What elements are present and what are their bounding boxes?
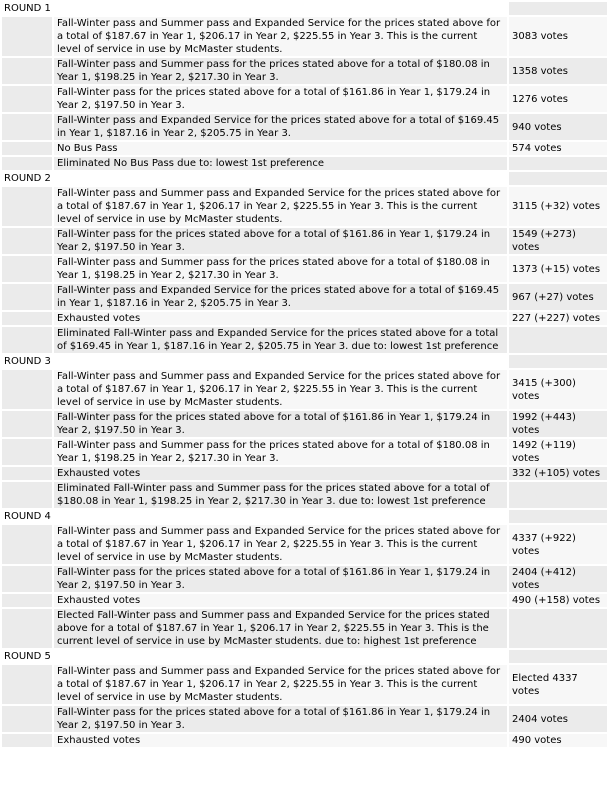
round-label: ROUND 3 xyxy=(2,355,507,368)
vote-count xyxy=(509,157,607,170)
vote-count: 1358 votes xyxy=(509,58,607,84)
option-row xyxy=(2,706,607,732)
indent-cell xyxy=(2,228,52,254)
round-outcome-row xyxy=(2,609,607,648)
round-label: ROUND 2 xyxy=(2,172,507,185)
vote-count: 3415 (+300) votes xyxy=(509,370,607,409)
option-description: Exhausted votes xyxy=(54,467,507,480)
vote-count: 3083 votes xyxy=(509,17,607,56)
vote-count: 490 votes xyxy=(509,734,607,747)
indent-cell xyxy=(2,256,52,282)
indent-cell xyxy=(2,114,52,140)
option-description: Fall-Winter pass and Summer pass for the prices stated above for a total of $180.08 in Year 1, $198.25 in Year 2, $217.30 in Year 3. xyxy=(54,439,507,465)
option-description: Fall-Winter pass and Summer pass and Expanded Service for the prices stated above for a total of $187.67 in Year 1, $206.17 in Year 2, $225.55 in Year 3. This is the current level of service in use by McMaster students. xyxy=(54,665,507,704)
option-description: Fall-Winter pass for the prices stated above for a total of $161.86 in Year 1, $179.24 in Year 2, $197.50 in Year 3. xyxy=(54,228,507,254)
round-header xyxy=(2,355,607,368)
indent-cell xyxy=(2,439,52,465)
indent-cell xyxy=(2,411,52,437)
round-outcome-text: Eliminated Fall-Winter pass and Summer pass for the prices stated above for a total of $180.08 in Year 1, $198.25 in Year 2, $217.30 in Year 3. due to: lowest 1st preference xyxy=(54,482,507,508)
vote-count: 940 votes xyxy=(509,114,607,140)
round-label: ROUND 5 xyxy=(2,650,507,663)
option-description: Fall-Winter pass and Expanded Service for the prices stated above for a total of $169.45 in Year 1, $187.16 in Year 2, $205.75 in Year 3. xyxy=(54,284,507,310)
indent-cell xyxy=(2,706,52,732)
vote-count: 1276 votes xyxy=(509,86,607,112)
option-row xyxy=(2,566,607,592)
vote-count xyxy=(509,609,607,648)
option-row xyxy=(2,594,607,607)
option-description: Fall-Winter pass and Summer pass for the prices stated above for a total of $180.08 in Year 1, $198.25 in Year 2, $217.30 in Year 3. xyxy=(54,58,507,84)
option-row xyxy=(2,370,607,409)
round-outcome-text: Elected Fall-Winter pass and Summer pass and Expanded Service for the prices stated above for a total of $187.67 in Year 1, $206.17 in Year 2, $225.55 in Year 3. This is the current level of service in use by McMaster students. due to: highest 1st preference xyxy=(54,609,507,648)
vote-count: 4337 (+922) votes xyxy=(509,525,607,564)
option-row xyxy=(2,86,607,112)
round-header-spacer xyxy=(509,355,607,368)
indent-cell xyxy=(2,370,52,409)
option-description: Fall-Winter pass for the prices stated above for a total of $161.86 in Year 1, $179.24 in Year 2, $197.50 in Year 3. xyxy=(54,411,507,437)
option-row xyxy=(2,114,607,140)
option-description: Exhausted votes xyxy=(54,312,507,325)
vote-count: 332 (+105) votes xyxy=(509,467,607,480)
indent-cell xyxy=(2,58,52,84)
round-header-spacer xyxy=(509,650,607,663)
option-row xyxy=(2,467,607,480)
vote-count: 3115 (+32) votes xyxy=(509,187,607,226)
round-outcome-text: Eliminated No Bus Pass due to: lowest 1st preference xyxy=(54,157,507,170)
indent-cell xyxy=(2,467,52,480)
round-header xyxy=(2,172,607,185)
vote-count: 1992 (+443) votes xyxy=(509,411,607,437)
option-row xyxy=(2,439,607,465)
round-header xyxy=(2,2,607,15)
option-row xyxy=(2,525,607,564)
option-description: Fall-Winter pass and Summer pass and Expanded Service for the prices stated above for a total of $187.67 in Year 1, $206.17 in Year 2, $225.55 in Year 3. This is the current level of service in use by McMaster students. xyxy=(54,17,507,56)
round-header-spacer xyxy=(509,172,607,185)
indent-cell xyxy=(2,17,52,56)
option-row xyxy=(2,734,607,747)
option-description: Fall-Winter pass and Summer pass and Expanded Service for the prices stated above for a total of $187.67 in Year 1, $206.17 in Year 2, $225.55 in Year 3. This is the current level of service in use by McMaster students. xyxy=(54,370,507,409)
vote-count: 967 (+27) votes xyxy=(509,284,607,310)
indent-cell xyxy=(2,609,52,648)
indent-cell xyxy=(2,327,52,353)
option-row xyxy=(2,228,607,254)
vote-count: 227 (+227) votes xyxy=(509,312,607,325)
indent-cell xyxy=(2,157,52,170)
option-row xyxy=(2,58,607,84)
indent-cell xyxy=(2,734,52,747)
option-row xyxy=(2,312,607,325)
round-label: ROUND 4 xyxy=(2,510,507,523)
round-outcome-row xyxy=(2,157,607,170)
vote-count: 1492 (+119) votes xyxy=(509,439,607,465)
option-description: Fall-Winter pass for the prices stated above for a total of $161.86 in Year 1, $179.24 in Year 2, $197.50 in Year 3. xyxy=(54,566,507,592)
round-header xyxy=(2,650,607,663)
option-description: Exhausted votes xyxy=(54,594,507,607)
indent-cell xyxy=(2,482,52,508)
indent-cell xyxy=(2,594,52,607)
round-outcome-row xyxy=(2,482,607,508)
option-row xyxy=(2,411,607,437)
option-description: Fall-Winter pass for the prices stated above for a total of $161.86 in Year 1, $179.24 in Year 2, $197.50 in Year 3. xyxy=(54,86,507,112)
indent-cell xyxy=(2,312,52,325)
option-row xyxy=(2,187,607,226)
vote-count: 490 (+158) votes xyxy=(509,594,607,607)
option-row xyxy=(2,284,607,310)
indent-cell xyxy=(2,525,52,564)
round-header-spacer xyxy=(509,510,607,523)
vote-count: Elected 4337 votes xyxy=(509,665,607,704)
indent-cell xyxy=(2,284,52,310)
option-description: Fall-Winter pass and Summer pass and Expanded Service for the prices stated above for a total of $187.67 in Year 1, $206.17 in Year 2, $225.55 in Year 3. This is the current level of service in use by McMaster students. xyxy=(54,525,507,564)
round-outcome-row xyxy=(2,327,607,353)
option-description: Fall-Winter pass and Summer pass and Expanded Service for the prices stated above for a total of $187.67 in Year 1, $206.17 in Year 2, $225.55 in Year 3. This is the current level of service in use by McMaster students. xyxy=(54,187,507,226)
vote-count xyxy=(509,327,607,353)
option-row xyxy=(2,142,607,155)
vote-count: 1549 (+273) votes xyxy=(509,228,607,254)
indent-cell xyxy=(2,142,52,155)
indent-cell xyxy=(2,566,52,592)
vote-count: 2404 votes xyxy=(509,706,607,732)
option-description: Exhausted votes xyxy=(54,734,507,747)
option-description: Fall-Winter pass and Expanded Service for the prices stated above for a total of $169.45 in Year 1, $187.16 in Year 2, $205.75 in Year 3. xyxy=(54,114,507,140)
option-row xyxy=(2,17,607,56)
indent-cell xyxy=(2,86,52,112)
indent-cell xyxy=(2,187,52,226)
results-body xyxy=(2,2,607,747)
option-row xyxy=(2,665,607,704)
option-description: Fall-Winter pass for the prices stated above for a total of $161.86 in Year 1, $179.24 in Year 2, $197.50 in Year 3. xyxy=(54,706,507,732)
vote-count xyxy=(509,482,607,508)
vote-count: 1373 (+15) votes xyxy=(509,256,607,282)
indent-cell xyxy=(2,665,52,704)
round-header xyxy=(2,510,607,523)
vote-count: 2404 (+412) votes xyxy=(509,566,607,592)
round-label: ROUND 1 xyxy=(2,2,507,15)
vote-count: 574 votes xyxy=(509,142,607,155)
option-row xyxy=(2,256,607,282)
round-header-spacer xyxy=(509,2,607,15)
option-description: No Bus Pass xyxy=(54,142,507,155)
round-outcome-text: Eliminated Fall-Winter pass and Expanded Service for the prices stated above for a total of $169.45 in Year 1, $187.16 in Year 2, $205.75 in Year 3. due to: lowest 1st preference xyxy=(54,327,507,353)
option-description: Fall-Winter pass and Summer pass for the prices stated above for a total of $180.08 in Year 1, $198.25 in Year 2, $217.30 in Year 3. xyxy=(54,256,507,282)
